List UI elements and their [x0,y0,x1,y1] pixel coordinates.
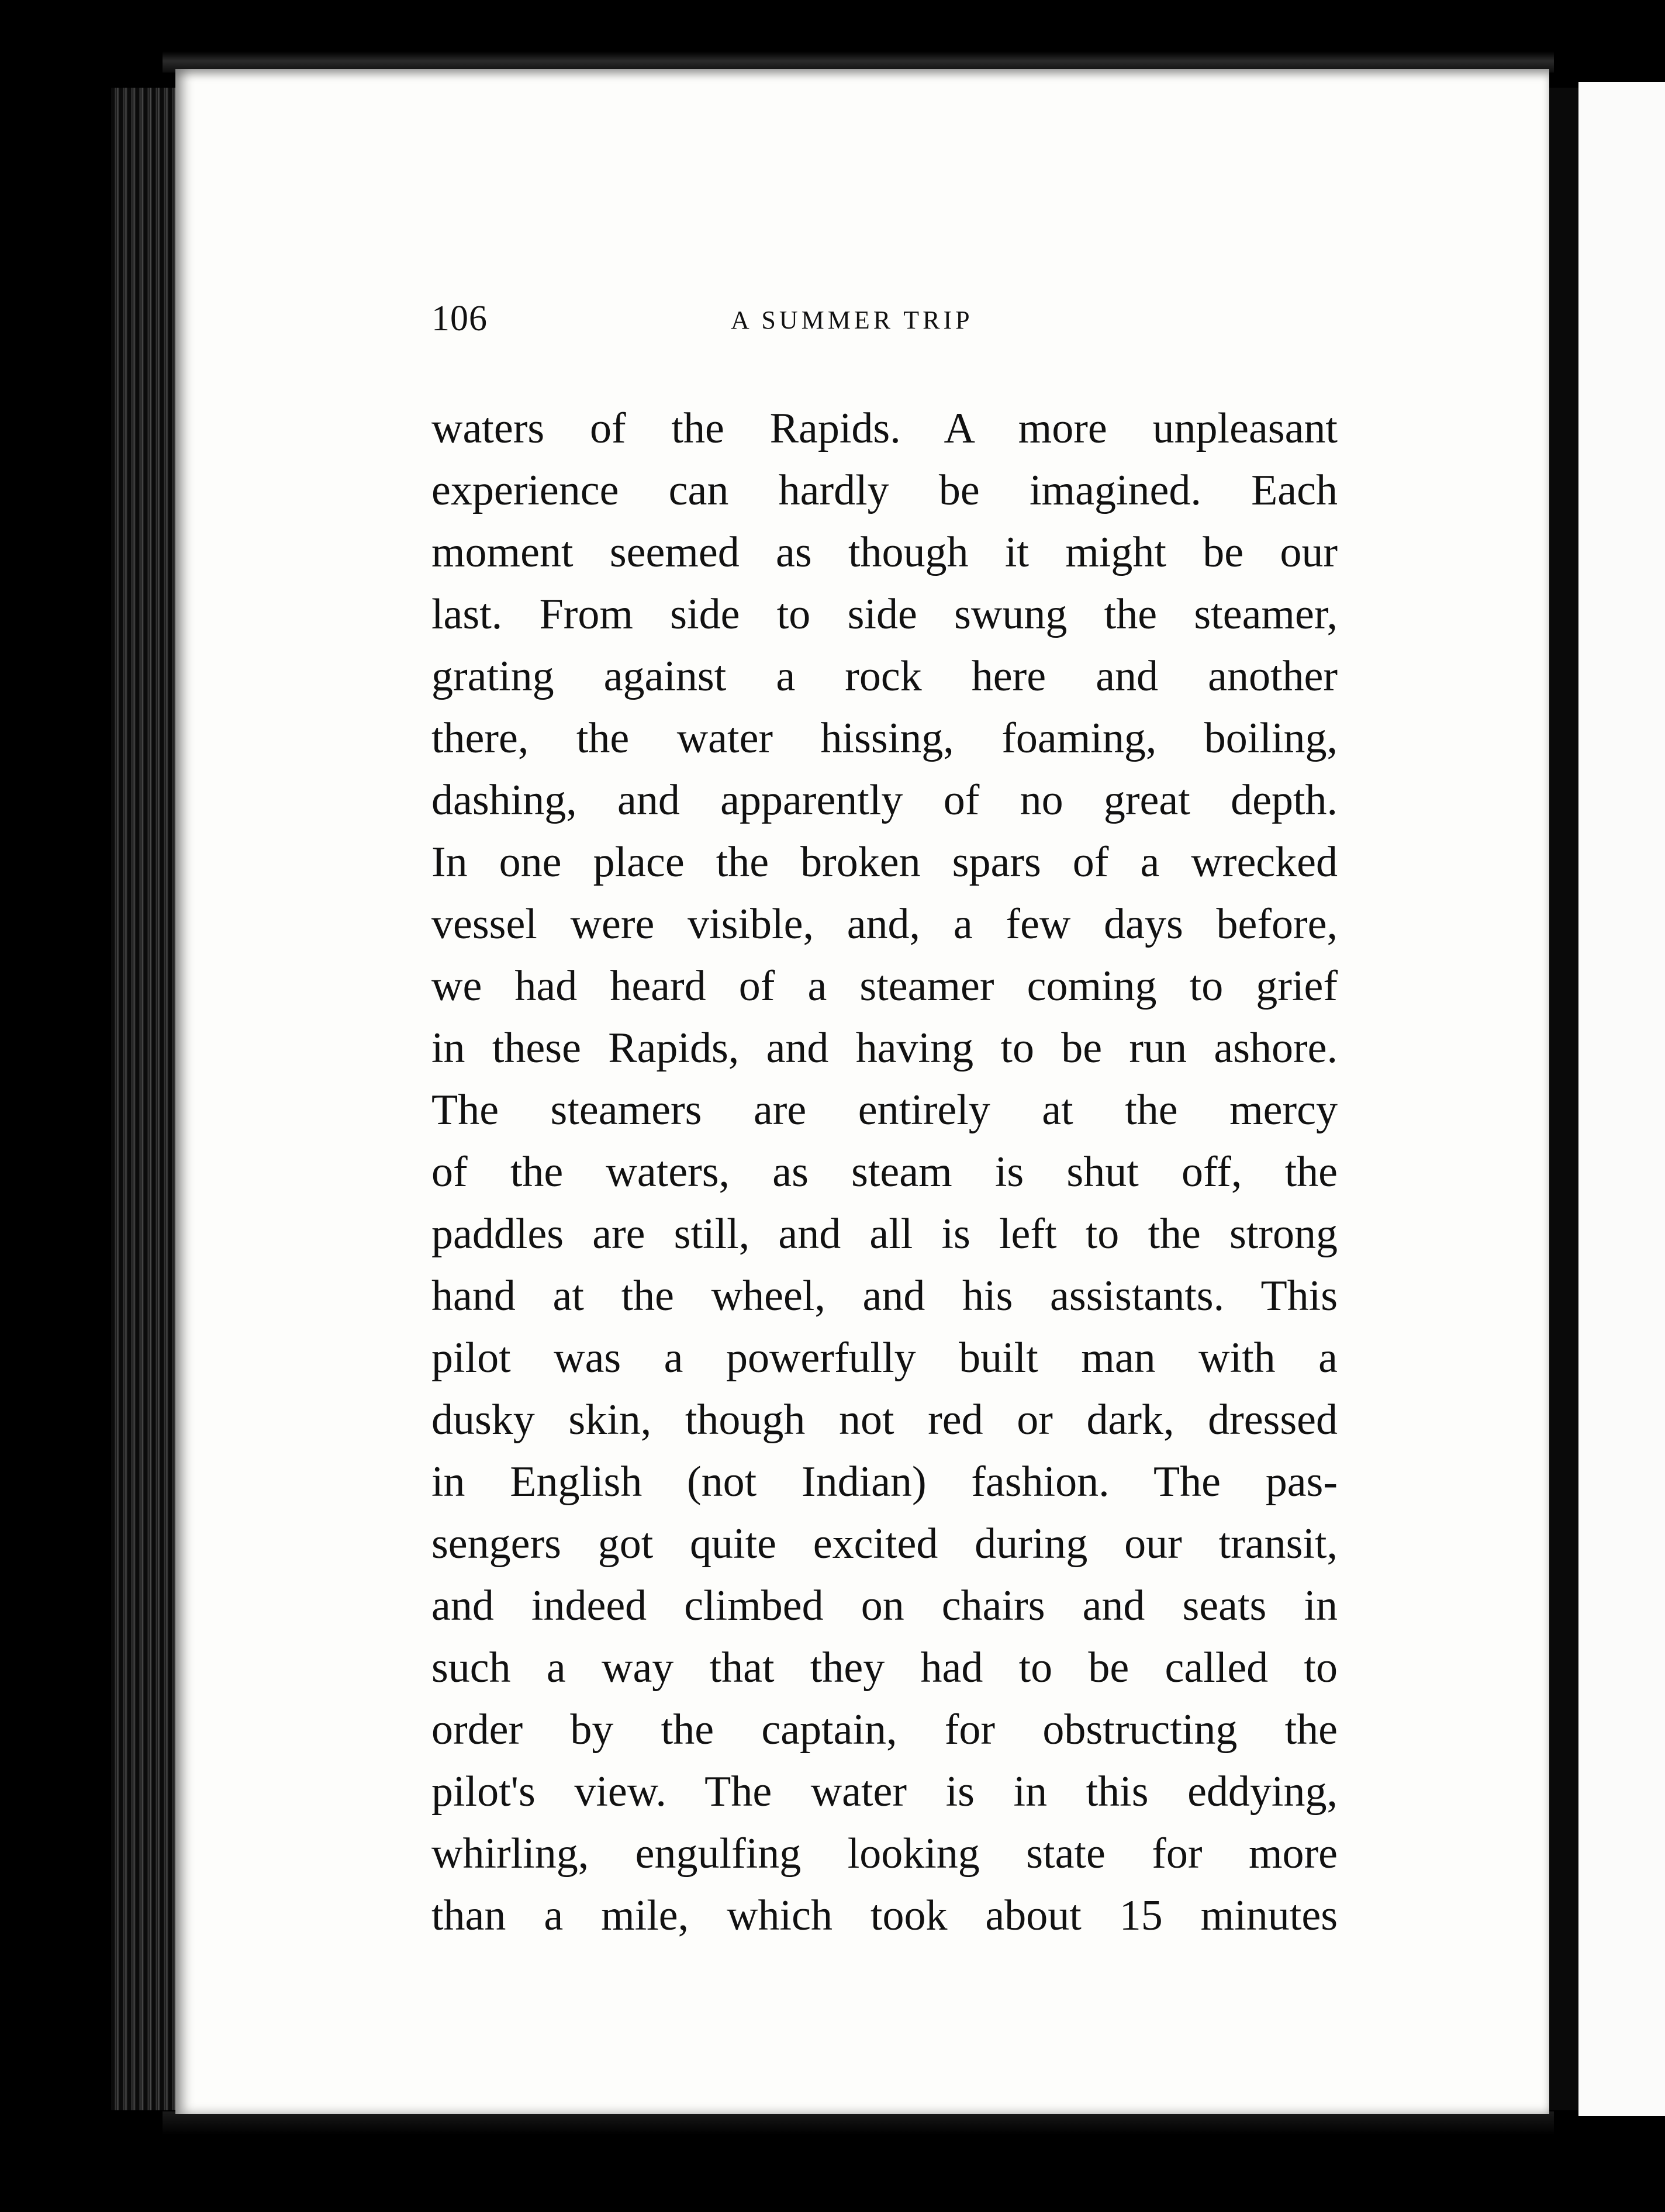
text-line: than a mile, which took about 15 minutes [431,1892,1338,1940]
text-line: such a way that they had to be called to [431,1644,1338,1692]
text-line: waters of the Rapids. A more unpleasant [431,405,1338,452]
text-line: and indeed climbed on chairs and seats in [431,1582,1338,1630]
text-line: of the waters, as steam is shut off, the [431,1148,1338,1196]
text-line: last. From side to side swung the steamer, [431,590,1338,638]
text-line: whirling, engulfing looking state for more [431,1830,1338,1878]
text-line: grating against a rock here and another [431,652,1338,700]
text-line: in English (not Indian) fashion. The pas- [431,1458,1338,1506]
text-line: order by the captain, for obstructing the [431,1706,1338,1754]
text-line: vessel were visible, and, a few days before, [431,900,1338,948]
body-text [431,398,1338,1947]
book-page-edges [111,88,175,2110]
text-line: dusky skin, though not red or dark, dressed [431,1396,1338,1444]
text-line: in these Rapids, and having to be run ashore. [431,1024,1338,1072]
page-number: 106 [431,299,488,338]
running-title: A SUMMER TRIP [731,306,973,334]
text-line: we had heard of a steamer coming to grief [431,962,1338,1010]
text-line: dashing, and apparently of no great depth. [431,776,1338,824]
text-line: The steamers are entirely at the mercy [431,1086,1338,1134]
book-bottom-edge [163,2111,1554,2135]
text-line: pilot's view. The water is in this eddying, [431,1768,1338,1816]
text-line: there, the water hissing, foaming, boiling, [431,714,1338,762]
text-line: experience can hardly be imagined. Each [431,466,1338,514]
page-header [431,298,1343,345]
text-line: In one place the broken spars of a wrecked [431,838,1338,886]
text-line: paddles are still, and all is left to the strong [431,1210,1338,1258]
text-line: sengers got quite excited during our transit, [431,1520,1338,1568]
text-line: hand at the wheel, and his assistants. This [431,1272,1338,1320]
text-line: moment seemed as though it might be our [431,528,1338,576]
text-line: pilot was a powerfully built man with a [431,1334,1338,1382]
facing-page-sliver [1578,82,1665,2116]
